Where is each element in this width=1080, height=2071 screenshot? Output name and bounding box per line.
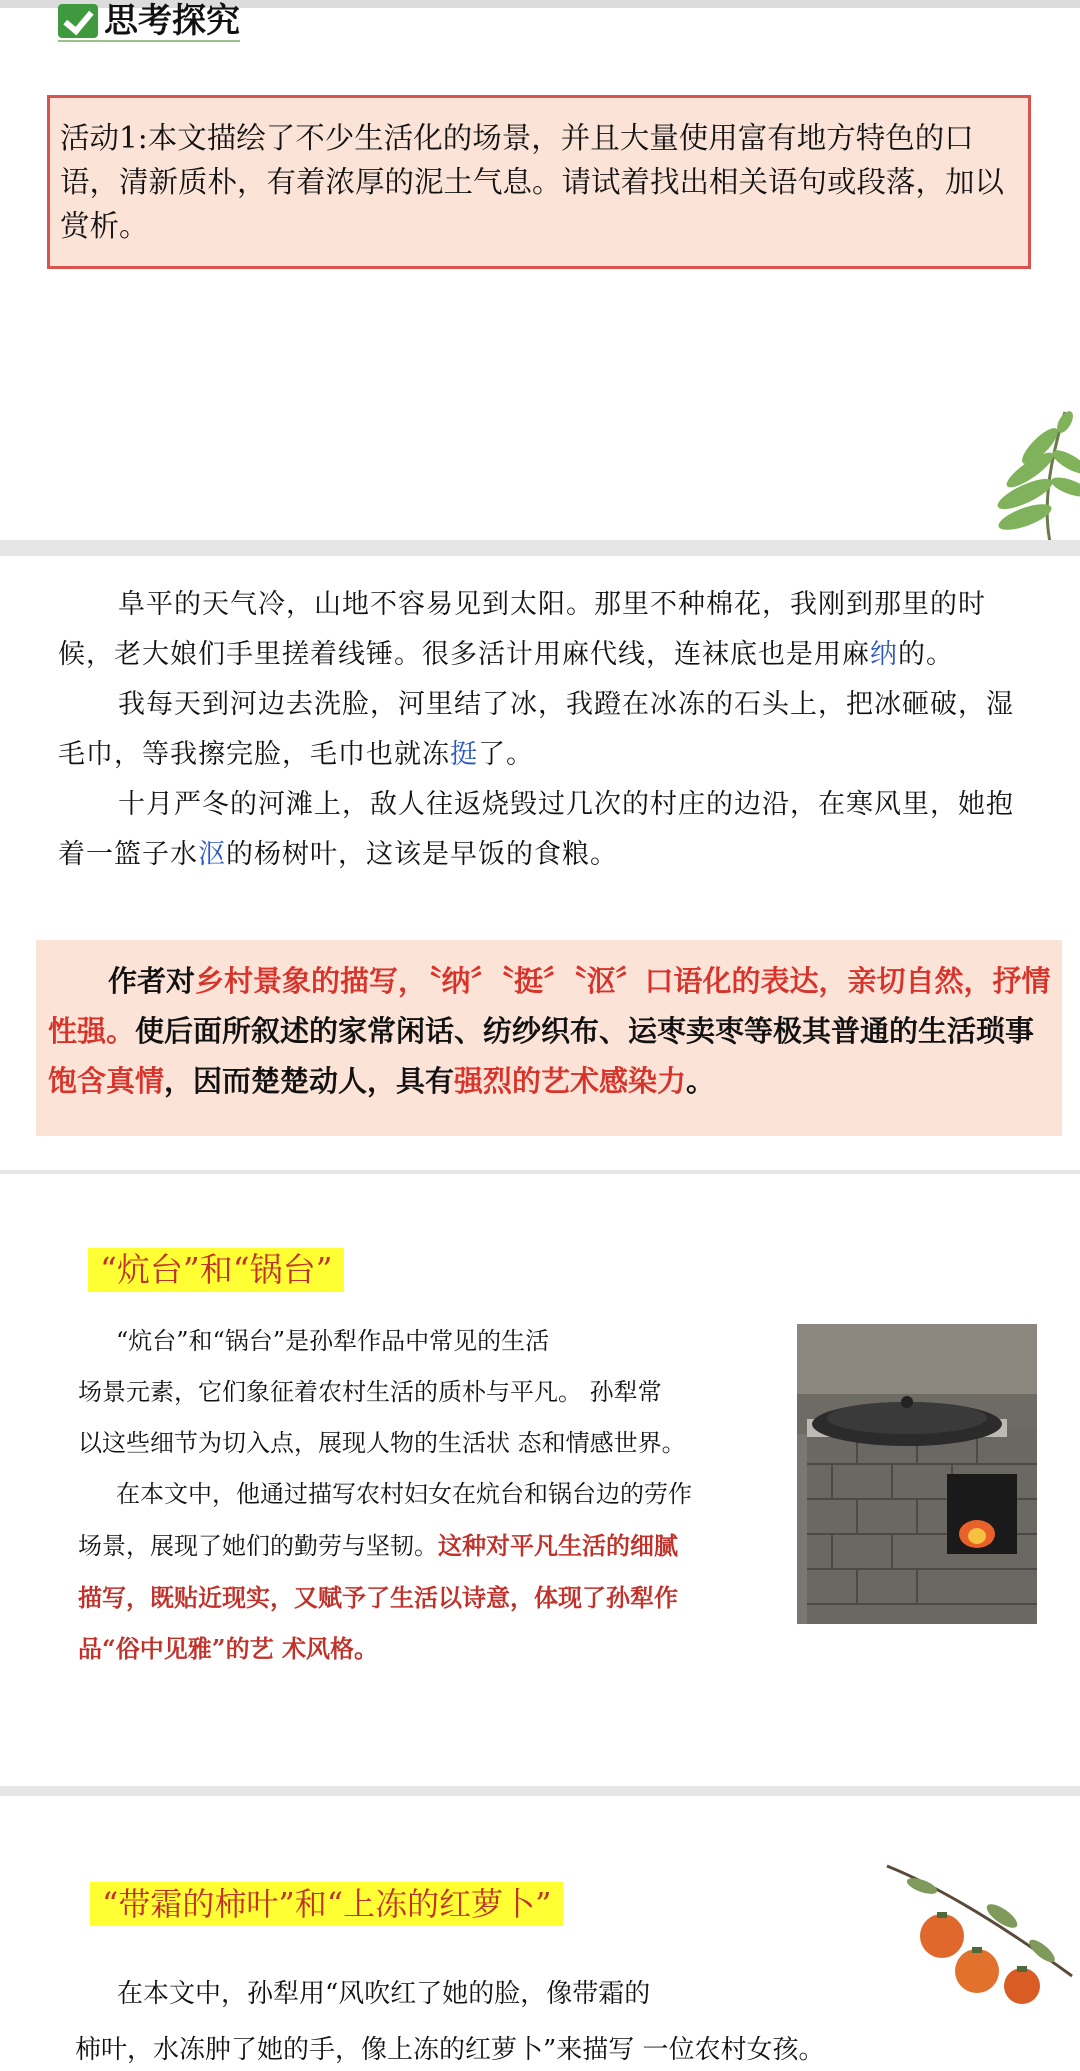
- checkbox-icon: [58, 4, 98, 38]
- body-text: 在本文中，孙犁用“风吹红了她的脸，像带霜的 柿叶，水冻肿了她的手，像上冻的红萝卜”来描写 一位农村女孩。: [75, 1979, 825, 2065]
- paragraph: 我每天到河边去洗脸，河里结了冰，我蹬在冰冻的石头上，把冰砸破，湿毛巾，等我擦完脸，毛巾也就冻挺了。: [58, 689, 1014, 770]
- stove-image: [797, 1324, 1037, 1624]
- paragraph: 阜平的天气冷，山地不容易见到太阳。那里不种棉花，我刚到那里的时候，老大娘们手里搓着线锤。很多活计用麻代线，连袜底也是用麻纳的。: [58, 589, 986, 670]
- activity-box: 活动1:本文描绘了不少生活化的场景，并且大量使用富有地方特色的口语，清新质朴，有着浓厚的泥土气息。请试着找出相关语句或段落，加以赏析。: [47, 95, 1031, 269]
- body-text: “炕台”和“锅台”是孙犁作品中常见的生活 场景元素，它们象征着农村生活的质朴与平凡。 孙犁常 以这些细节为切入点，展现人物的生活状 态和情感世界。 在本文中，他通过描写农村妇女在炕台和锅台边的劳作 场景，展现了她们的勤劳与坚韧。这种对平凡生活的细腻 描写，既贴近现实，又赋予了生活以诗意，体现了孙犁作 品“俗中见雅”的艺 术风格。: [78, 1327, 692, 1663]
- slide-thinking: [0, 0, 1080, 540]
- slide-text-analysis: [0, 556, 1080, 1170]
- heading-text: 思考探究: [104, 1, 240, 41]
- excerpt-passage: [58, 580, 1018, 880]
- paragraph: 十月严冬的河滩上，敌人往返烧毁过几次的村庄的边沿，在寒风里，她抱着一篮子水沤的杨树叶，这该是早饭的食粮。: [58, 789, 1014, 870]
- slide-persimmon: [0, 1796, 1080, 2071]
- section-heading: [58, 2, 240, 42]
- section-title: “炕台”和“锅台”: [88, 1248, 344, 1292]
- analysis-box: 作者对乡村景象的描写，〝纳〞〝挺〞〝沤〞口语化的表达，亲切自然，抒情性强。使后面所叙述的家常闲话、纺纱织布、运枣卖枣等极其普通的生活琐事饱含真情，因而楚楚动人，具有强烈的艺术感染力。: [36, 940, 1062, 1136]
- slide-kang-stove: [0, 1174, 1080, 1786]
- leaf-icon: [970, 402, 1080, 540]
- section-title: “带霜的柿叶”和“上冻的红萝卜”: [90, 1882, 563, 1926]
